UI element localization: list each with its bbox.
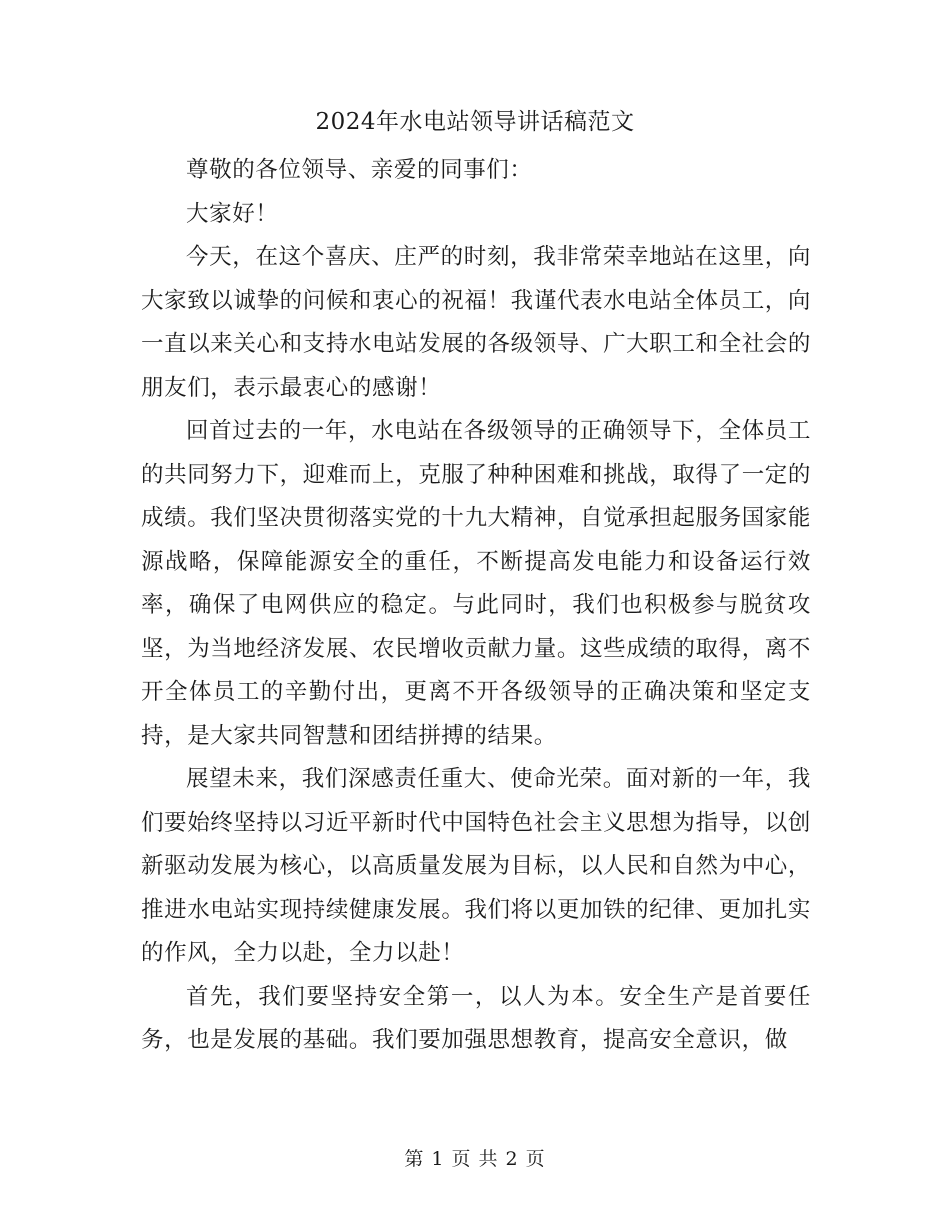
paragraph-review: 回首过去的一年，水电站在各级领导的正确领导下，全体员工的共同努力下，迎难而上，克服了种种困难和挑战，取得了一定的成绩。我们坚决贯彻落实党的十九大精神，自觉承担起服务国家能源战略，保障能源安全的重任，不断提高发电能力和设备运行效率，确保了电网供应的稳定。与此同时，我们也积极参与脱贫攻坚，为当地经济发展、农民增收贡献力量。这些成绩的取得，离不开全体员工的辛勤付出，更离不开各级领导的正确决策和坚定支持，是大家共同智慧和团结拼搏的结果。 — [141, 418, 811, 749]
paragraph-outlook: 展望未来，我们深感责任重大、使命光荣。面对新的一年，我们要始终坚持以习近平新时代中国特色社会主义思想为指导，以创新驱动发展为核心，以高质量发展为目标，以人民和自然为中心，推进水电站实现持续健康发展。我们将以更加铁的纪律、更加扎实的作风，全力以赴，全力以赴！ — [141, 766, 811, 966]
document-title: 2024年水电站领导讲话稿范文 — [315, 109, 635, 135]
paragraph-safety: 首先，我们要坚持安全第一，以人为本。安全生产是首要任务，也是发展的基础。我们要加强思想教育，提高安全意识，做 — [141, 983, 811, 1053]
page-footer: 第 1 页 共 2 页 — [404, 1148, 546, 1170]
paragraph-opening: 今天，在这个喜庆、庄严的时刻，我非常荣幸地站在这里，向大家致以诚挚的问候和衷心的祝福！我谨代表水电站全体员工，向一直以来关心和支持水电站发展的各级领导、广大职工和全社会的朋友们，表示最衷心的感谢！ — [141, 244, 811, 401]
paragraph-salutation: 尊敬的各位领导、亲爱的同事们： — [186, 157, 533, 183]
document-body — [141, 149, 811, 1063]
paragraph-greeting: 大家好！ — [186, 200, 279, 227]
